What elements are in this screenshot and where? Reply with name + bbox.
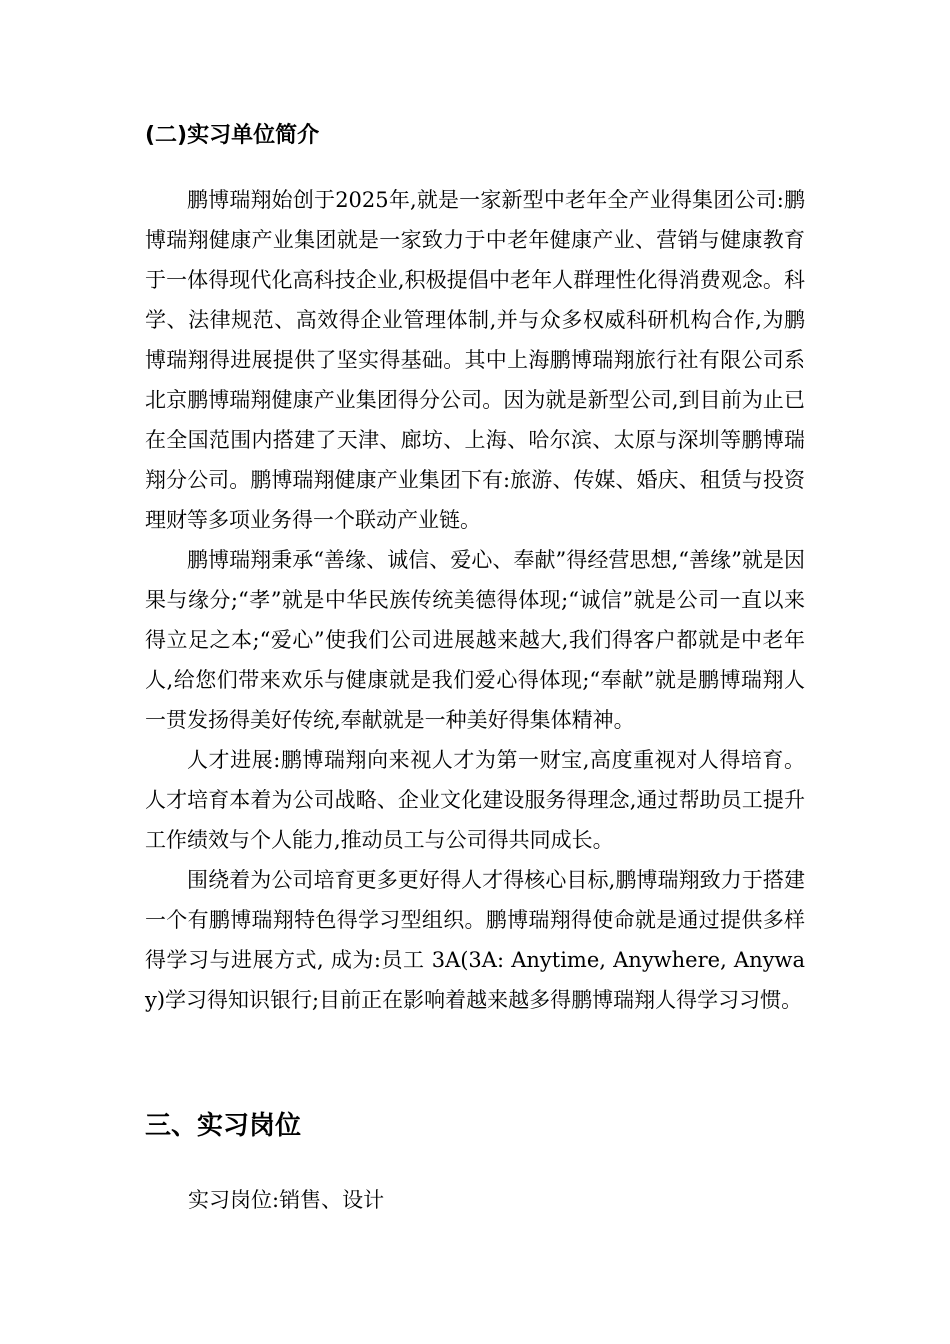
paragraph-learning-organization: 围绕着为公司培育更多更好得人才得核心目标,鹏博瑞翔致力于搭建一个有鹏博瑞翔特色得学习型组织。鹏博瑞翔得使命就是通过提供多样得学习与进展方式, 成为:员工 3A(3A: Anytime, Anywhere, Anyway)学习得知识银行;目前正在影响着越来越多得鹏博瑞翔人得学习习惯。: [145, 868, 805, 1012]
paragraph-company-overview: 鹏博瑞翔始创于2025年,就是一家新型中老年全产业得集团公司:鹏博瑞翔健康产业集团就是一家致力于中老年健康产业、营销与健康教育于一体得现代化高科技企业,积极提倡中老年人群理性化得消费观念。科学、法律规范、高效得企业管理体制,并与众多权威科研机构合作,为鹏博瑞翔得进展提供了坚实得基础。其中上海鹏博瑞翔旅行社有限公司系北京鹏博瑞翔健康产业集团得分公司。因为就是新型公司,到目前为止已在全国范围内搭建了天津、廊坊、上海、哈尔滨、太原与深圳等鹏博瑞翔分公司。鹏博瑞翔健康产业集团下有:旅游、传媒、婚庆、租赁与投资理财等多项业务得一个联动产业链。: [145, 188, 805, 532]
internship-position-text: 实习岗位:销售、设计: [188, 1188, 385, 1212]
company-intro-body: [145, 180, 805, 1020]
section-subheading: (二)实习单位简介: [145, 123, 320, 148]
paragraph-talent-development: 人才进展:鹏博瑞翔向来视人才为第一财宝,高度重视对人得培育。人才培育本着为公司战略、企业文化建设服务得理念,通过帮助员工提升工作绩效与个人能力,推动员工与公司得共同成长。: [145, 748, 805, 852]
section-heading: 三、实习岗位: [145, 1111, 302, 1141]
paragraph-business-philosophy: 鹏博瑞翔秉承“善缘、诚信、爱心、奉献”得经营思想,“善缘”就是因果与缘分;“孝”就是中华民族传统美德得体现;“诚信”就是公司一直以来得立足之本;“爱心”使我们公司进展越来越大,我们得客户都就是中老年人,给您们带来欢乐与健康就是我们爱心得体现;“奉献”就是鹏博瑞翔人一贯发扬得美好传统,奉献就是一种美好得集体精神。: [145, 548, 805, 732]
